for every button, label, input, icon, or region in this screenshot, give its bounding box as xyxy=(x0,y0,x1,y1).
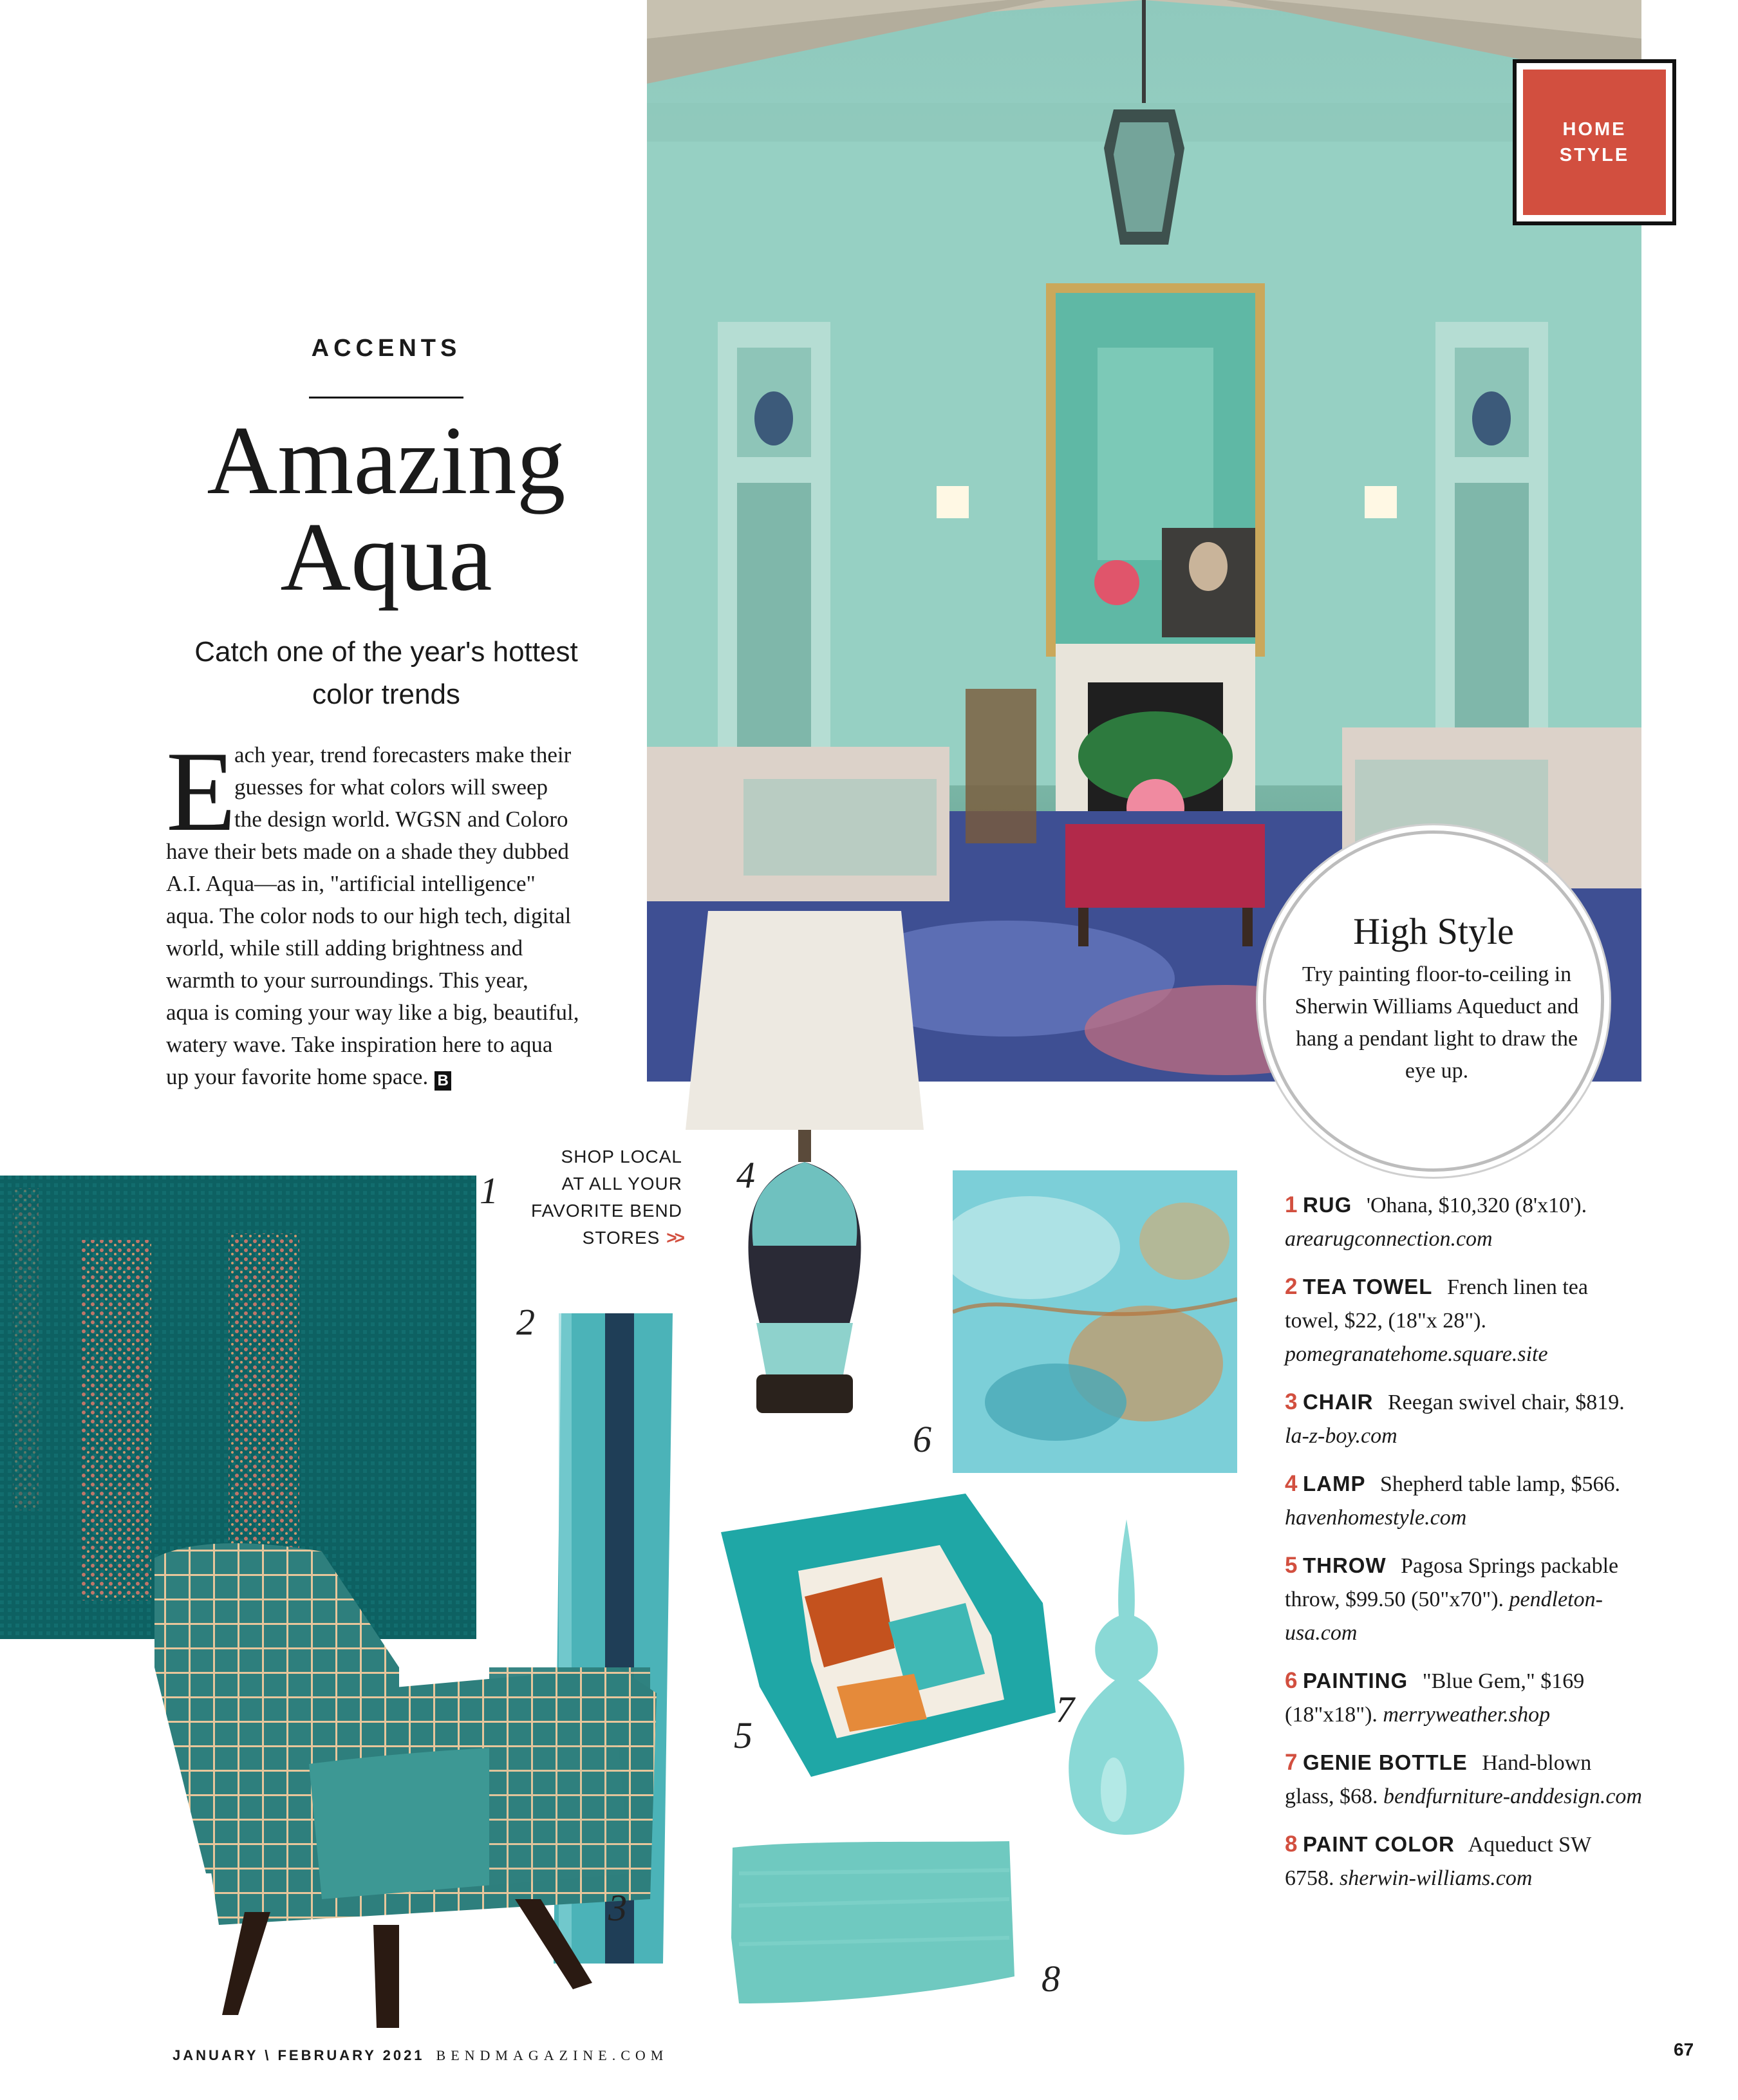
shop-line: FAVORITE BEND xyxy=(531,1201,682,1221)
drop-cap: E xyxy=(166,727,236,855)
item-number-1: 1 xyxy=(480,1170,498,1212)
item-num: 8 xyxy=(1285,1832,1298,1857)
paint-swatch-image xyxy=(726,1835,1022,2009)
item-name: PAINTING xyxy=(1302,1669,1408,1692)
article-subtitle xyxy=(148,631,624,716)
throw-image xyxy=(721,1494,1056,1777)
item-number-7: 7 xyxy=(1056,1689,1074,1730)
body-line: aqua. The color nods to our high tech, digital xyxy=(166,903,572,928)
bottle-shape xyxy=(1062,1519,1191,1867)
body-line: warmth to your surroundings. This year, xyxy=(166,968,528,993)
painting-canvas xyxy=(953,1170,1237,1473)
item-url: arearugconnection.com xyxy=(1285,1227,1493,1251)
shop-local-note xyxy=(489,1143,682,1252)
list-item xyxy=(1285,1467,1645,1535)
item-number-8: 8 xyxy=(1042,1958,1060,2000)
painting-image xyxy=(953,1170,1237,1473)
section-label: ACCENTS xyxy=(311,335,462,362)
callout-text: Try painting floor-to-ceiling in Sherwin Williams Aqueduct and hang a pendant light to draw the eye up. xyxy=(1294,962,1579,1083)
item-number-5: 5 xyxy=(734,1714,752,1756)
item-num: 3 xyxy=(1285,1389,1298,1414)
item-name: LAMP xyxy=(1302,1472,1366,1495)
item-number-4: 4 xyxy=(736,1154,755,1196)
subtitle-line-1: Catch one of the year's hottest xyxy=(194,636,578,668)
item-url: bendfurniture-anddesign.com xyxy=(1383,1785,1642,1808)
title-line-2: Aqua xyxy=(280,503,492,611)
body-line-last xyxy=(166,1061,617,1093)
body-line: ach year, trend forecasters make their xyxy=(234,742,572,767)
footer-site: BENDMAGAZINE.COM xyxy=(436,2047,669,2063)
badge-line-1: HOME xyxy=(1562,119,1627,140)
item-url: pomegranatehome.square.site xyxy=(1285,1342,1548,1366)
item-name: TEA TOWEL xyxy=(1302,1275,1433,1298)
product-list xyxy=(1285,1188,1645,1909)
item-name: RUG xyxy=(1302,1193,1352,1217)
body-line: watery wave. Take inspiration here to aqua xyxy=(166,1032,553,1057)
list-item xyxy=(1285,1746,1645,1814)
page-number: 67 xyxy=(1674,2039,1694,2059)
body-line: A.I. Aqua—as in, "artificial intelligence" xyxy=(166,871,536,896)
lamp-image xyxy=(682,911,927,1432)
badge-fill xyxy=(1523,70,1666,215)
list-item xyxy=(1285,1549,1645,1650)
shop-line: AT ALL YOUR xyxy=(561,1174,682,1194)
item-desc: Reegan swivel chair, $819. xyxy=(1387,1391,1625,1414)
article-title xyxy=(129,406,644,611)
shop-line-last xyxy=(489,1224,682,1252)
item-name: PAINT COLOR xyxy=(1302,1832,1455,1856)
chair-image xyxy=(129,1539,682,2028)
chair-shape xyxy=(129,1539,682,2028)
item-number-3: 3 xyxy=(608,1887,627,1929)
item-num: 4 xyxy=(1285,1471,1298,1496)
item-desc: Aqueduct SW 6758. xyxy=(1285,1833,1591,1890)
item-desc: Hand-blown glass, $68. xyxy=(1285,1751,1592,1808)
item-url: pendleton-usa.com xyxy=(1285,1588,1603,1645)
item-url: sherwin-williams.com xyxy=(1340,1866,1533,1890)
shop-line: SHOP LOCAL xyxy=(561,1147,682,1167)
shop-line: STORES xyxy=(582,1228,660,1248)
throw-shape xyxy=(721,1494,1056,1777)
item-desc: French linen tea towel, $22, (18"x 28"). xyxy=(1285,1275,1588,1333)
callout-circle xyxy=(1263,830,1604,1172)
end-mark-logo: B xyxy=(434,1071,451,1091)
lamp-shape xyxy=(682,911,927,1432)
list-item xyxy=(1285,1828,1645,1895)
subtitle-line-2: color trends xyxy=(312,679,460,710)
item-num: 2 xyxy=(1285,1274,1298,1299)
section-divider xyxy=(309,397,463,398)
body-line: world, while still adding brightness and xyxy=(166,935,523,961)
body-line: aqua is coming your way like a big, beautiful, xyxy=(166,1000,579,1025)
body-line: the design world. WGSN and Coloro xyxy=(234,807,568,832)
item-desc: 'Ohana, $10,320 (8'x10'). xyxy=(1366,1194,1587,1217)
genie-bottle-image xyxy=(1062,1519,1191,1867)
item-name: CHAIR xyxy=(1302,1390,1374,1414)
item-name: GENIE BOTTLE xyxy=(1302,1750,1468,1774)
item-desc: "Blue Gem," $169 (18"x18"). xyxy=(1285,1669,1585,1727)
paint-stroke xyxy=(726,1835,1022,2009)
body-text xyxy=(166,727,617,1093)
item-num: 6 xyxy=(1285,1668,1298,1693)
callout-title: High Style xyxy=(1353,910,1514,952)
item-number-6: 6 xyxy=(913,1418,931,1460)
item-num: 1 xyxy=(1285,1192,1298,1217)
item-desc: Pagosa Springs packable throw, $99.50 (50"x70"). xyxy=(1285,1554,1619,1611)
section-badge xyxy=(1513,59,1676,225)
item-desc: Shepherd table lamp, $566. xyxy=(1379,1472,1620,1496)
item-url: merryweather.shop xyxy=(1383,1703,1551,1727)
item-num: 5 xyxy=(1285,1553,1298,1578)
body-line-text: up your favorite home space. xyxy=(166,1064,429,1089)
body-line: guesses for what colors will sweep xyxy=(234,774,548,800)
double-chevron-icon: >> xyxy=(666,1228,682,1248)
page-footer xyxy=(173,2047,668,2064)
list-item xyxy=(1285,1188,1645,1256)
title-line-1: Amazing xyxy=(207,406,566,514)
item-number-2: 2 xyxy=(516,1301,535,1343)
list-item xyxy=(1285,1270,1645,1371)
list-item xyxy=(1285,1664,1645,1732)
badge-line-2: STYLE xyxy=(1559,145,1630,165)
list-item xyxy=(1285,1385,1645,1453)
item-num: 7 xyxy=(1285,1750,1298,1775)
body-line: have their bets made on a shade they dubbed xyxy=(166,839,569,864)
item-name: THROW xyxy=(1302,1553,1387,1577)
item-url: havenhomestyle.com xyxy=(1285,1506,1467,1530)
item-url: la-z-boy.com xyxy=(1285,1424,1397,1448)
footer-issue: JANUARY \ FEBRUARY 2021 xyxy=(173,2047,425,2063)
